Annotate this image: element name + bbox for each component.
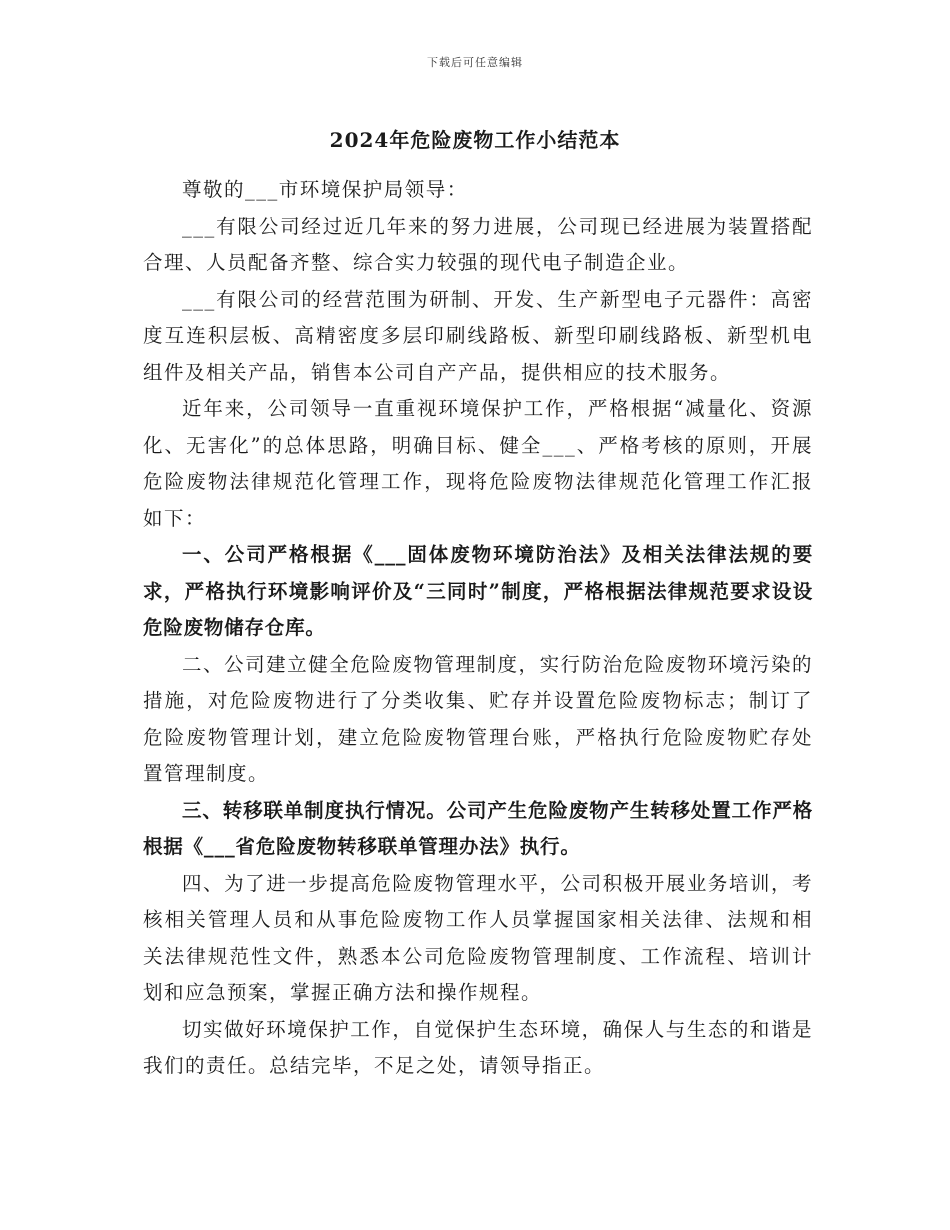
document-body [143,172,813,1085]
paragraph-business-scope: ___有限公司的经营范围为研制、开发、生产新型电子元器件：高密度互连积层板、高精密度多层印刷线路板、新型印刷线路板、新型机电组件及相关产品，销售本公司自产产品，提供相应的技术服务。 [143,287,813,384]
paragraph-company-intro: ___有限公司经过近几年来的努力进展，公司现已经进展为装置搭配合理、人员配备齐整、综合实力较强的现代电子制造企业。 [143,214,813,274]
paragraph-overview: 近年来，公司领导一直重视环境保护工作，严格根据“减量化、资源化、无害化”的总体思路，明确目标、健全___、严格考核的原则，开展危险废物法律规范化管理工作，现将危险废物法律规范化管理工作汇报如下： [143,397,813,530]
closing-paragraph: 切实做好环境保护工作，自觉保护生态环境，确保人与生态的和谐是我们的责任。总结完毕，不足之处，请领导指正。 [143,1017,813,1077]
section-two: 二、公司建立健全危险废物管理制度，实行防治危险废物环境污染的措施，对危险废物进行了分类收集、贮存并设置危险废物标志；制订了危险废物管理计划，建立危险废物管理台账，严格执行危险废物贮存处置管理制度。 [143,652,813,785]
section-four: 四、为了进一步提高危险废物管理水平，公司积极开展业务培训，考核相关管理人员和从事危险废物工作人员掌握国家相关法律、法规和相关法律规范性文件，熟悉本公司危险废物管理制度、工作流程、培训计划和应急预案，掌握正确方法和操作规程。 [143,871,813,1004]
section-one: 一、公司严格根据《___固体废物环境防治法》及相关法律法规的要求，严格执行环境影响评价及“三同时”制度，严格根据法律规范要求设设危险废物储存仓库。 [143,543,813,639]
section-three: 三、转移联单制度执行情况。公司产生危险废物产生转移处置工作严格根据《___省危险废物转移联单管理办法》执行。 [143,798,813,858]
header-note: 下载后可任意编辑 [427,56,523,69]
salutation: 尊敬的___市环境保护局领导： [182,178,468,201]
document-title: 2024年危险废物工作小结范本 [329,128,621,152]
